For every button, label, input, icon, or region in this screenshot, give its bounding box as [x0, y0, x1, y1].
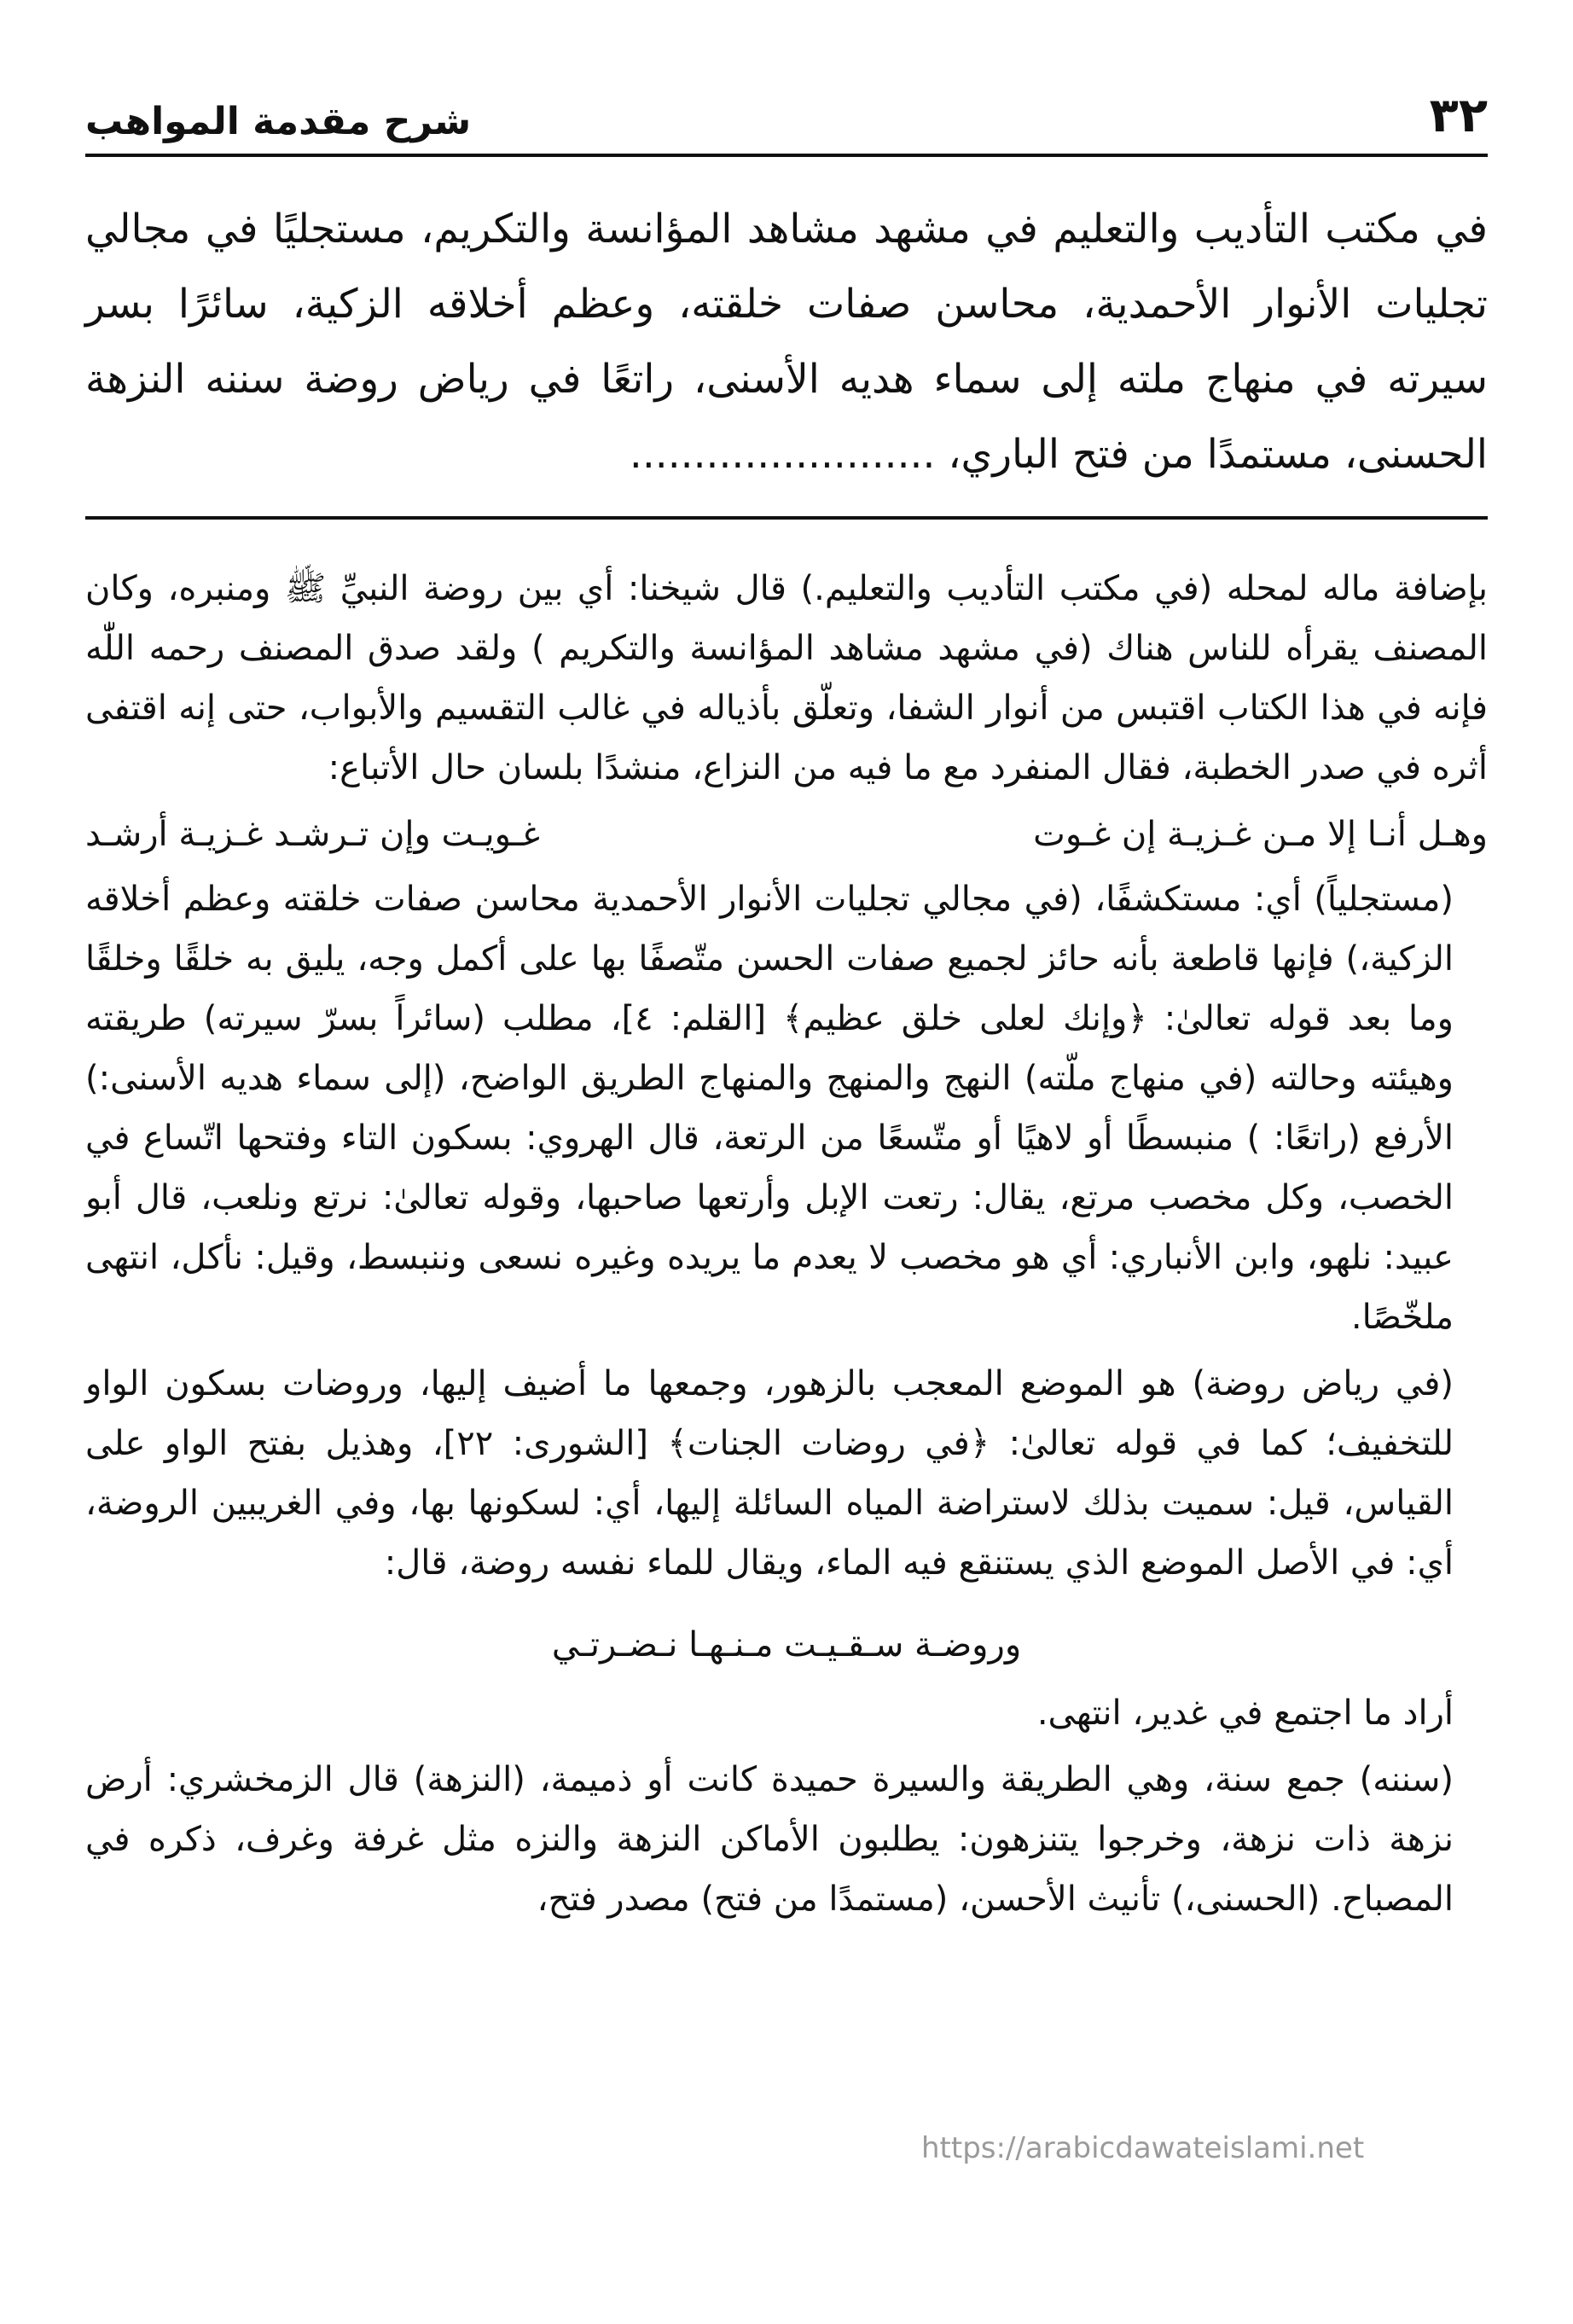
matn-dots: ........................ [629, 431, 936, 478]
sharh-commentary [85, 559, 1488, 1936]
header-rule [85, 154, 1488, 157]
verse-first-hemistich: وهـل أنـا إلا مـن غـزيـة إن غـوت [1033, 815, 1488, 854]
sharh-paragraph-4: أراد ما اجتمع في غدير، انتهى. [1036, 1694, 1454, 1733]
verse-couplet [85, 805, 1488, 864]
matn-sharh-separator [85, 516, 1488, 520]
verse-single-line [85, 1615, 1488, 1675]
page-number: ٣٢ [1429, 88, 1488, 143]
verse-second-hemistich: غـويـت وإن تـرشـد غـزيـة أرشـد [85, 815, 540, 854]
sharh-paragraph-3: (في رياض روضة) هو الموضع المعجب بالزهور، وجمعها ما أضيف إليها، وروضات بسكون الواو للتخفيف؛ كما في قوله تعالىٰ: ﴿في روضات الجنات﴾ [الشورى: ٢٢]، وهذيل بفتح الواو على القياس، قيل: سميت بذلك لاستراضة المياه السائلة إليها، أي: لسكونها بها، وفي الغريبين الروضة، أي: في الأصل الموضع الذي يستنقع فيه الماء، ويقال للماء نفسه روضة، قال: [85, 1364, 1454, 1583]
matn-text-block [85, 192, 1488, 492]
verse-line: وروضـة سـقـيـت مـنـهـا نـضـرتـي [551, 1625, 1022, 1665]
watermark-url: https://arabicdawateislami.net [921, 2131, 1365, 2165]
matn-text: في مكتب التأديب والتعليم في مشهد مشاهد المؤانسة والتكريم، مستجليًا في مجالي تجليات الأنوار الأحمدية، محاسن صفات خلقته، وعظم أخلاقه الزكية، سائرًا بسر سيرته في منهاج ملته إلى سماء هديه الأسنى، راتعًا في رياض روضة سننه النزهة الحسنى، مستمدًا من فتح الباري، [85, 206, 1488, 478]
running-title: شرح مقدمة المواهب [85, 100, 472, 143]
sharh-paragraph-5: (سننه) جمع سنة، وهي الطريقة والسيرة حميدة كانت أو ذميمة، (النزهة) قال الزمخشري: أرض نزهة ذات نزهة، وخرجوا يتنزهون: يطلبون الأماكن النزهة والنزه مثل غرفة وغرف، ذكره في المصباح. (الحسنى،) تأنيث الأحسن، (مستمدًا من فتح) مصدر فتح، [85, 1760, 1454, 1919]
page-header [85, 67, 1488, 143]
sharh-paragraph-1: بإضافة ماله لمحله (في مكتب التأديب والتعليم.) قال شيخنا: أي بين روضة النبيِّ ﷺ ومنبره، وكان المصنف يقرأه للناس هناك (في مشهد مشاهد المؤانسة والتكريم ) ولقد صدق المصنف رحمه اللّٰه فإنه في هذا الكتاب اقتبس من أنوار الشفا، وتعلّق بأذياله في غالب التقسيم والأبواب، حتى إنه اقتفى أثره في صدر الخطبة، فقال المنفرد مع ما فيه من النزاع، منشدًا بلسان حال الأتباع: [85, 569, 1488, 787]
sharh-paragraph-2: (مستجلياً) أي: مستكشفًا، (في مجالي تجليات الأنوار الأحمدية محاسن صفات خلقته وعظم أخلاقه الزكية،) فإنها قاطعة بأنه حائز لجميع صفات الحسن متّصفًا بها على أكمل وجه، يليق به خلقًا وخلقًا وما بعد قوله تعالىٰ: ﴿وإنك لعلى خلق عظيم﴾ [القلم: ٤]، مطلب (سائراً بسرّ سيرته) طريقته وهيئته وحالته (في منهاج ملّته) النهج والمنهج والمنهاج الطريق الواضح، (إلى سماء هديه الأسنى:) الأرفع (راتعًا: ) منبسطًا أو لاهيًا أو متّسعًا من الرتعة، قال الهروي: بسكون التاء وفتحها اتّساع في الخصب، وكل مخصب مرتع، يقال: رتعت الإبل وأرتعها صاحبها، وقوله تعالىٰ: نرتع ونلعب، قال أبو عبيد: نلهو، وابن الأنباري: أي هو مخصب لا يعدم ما يريده وغيره نسعى وننبسط، وقيل: نأكل، انتهى ملخّصًا. [85, 880, 1454, 1337]
